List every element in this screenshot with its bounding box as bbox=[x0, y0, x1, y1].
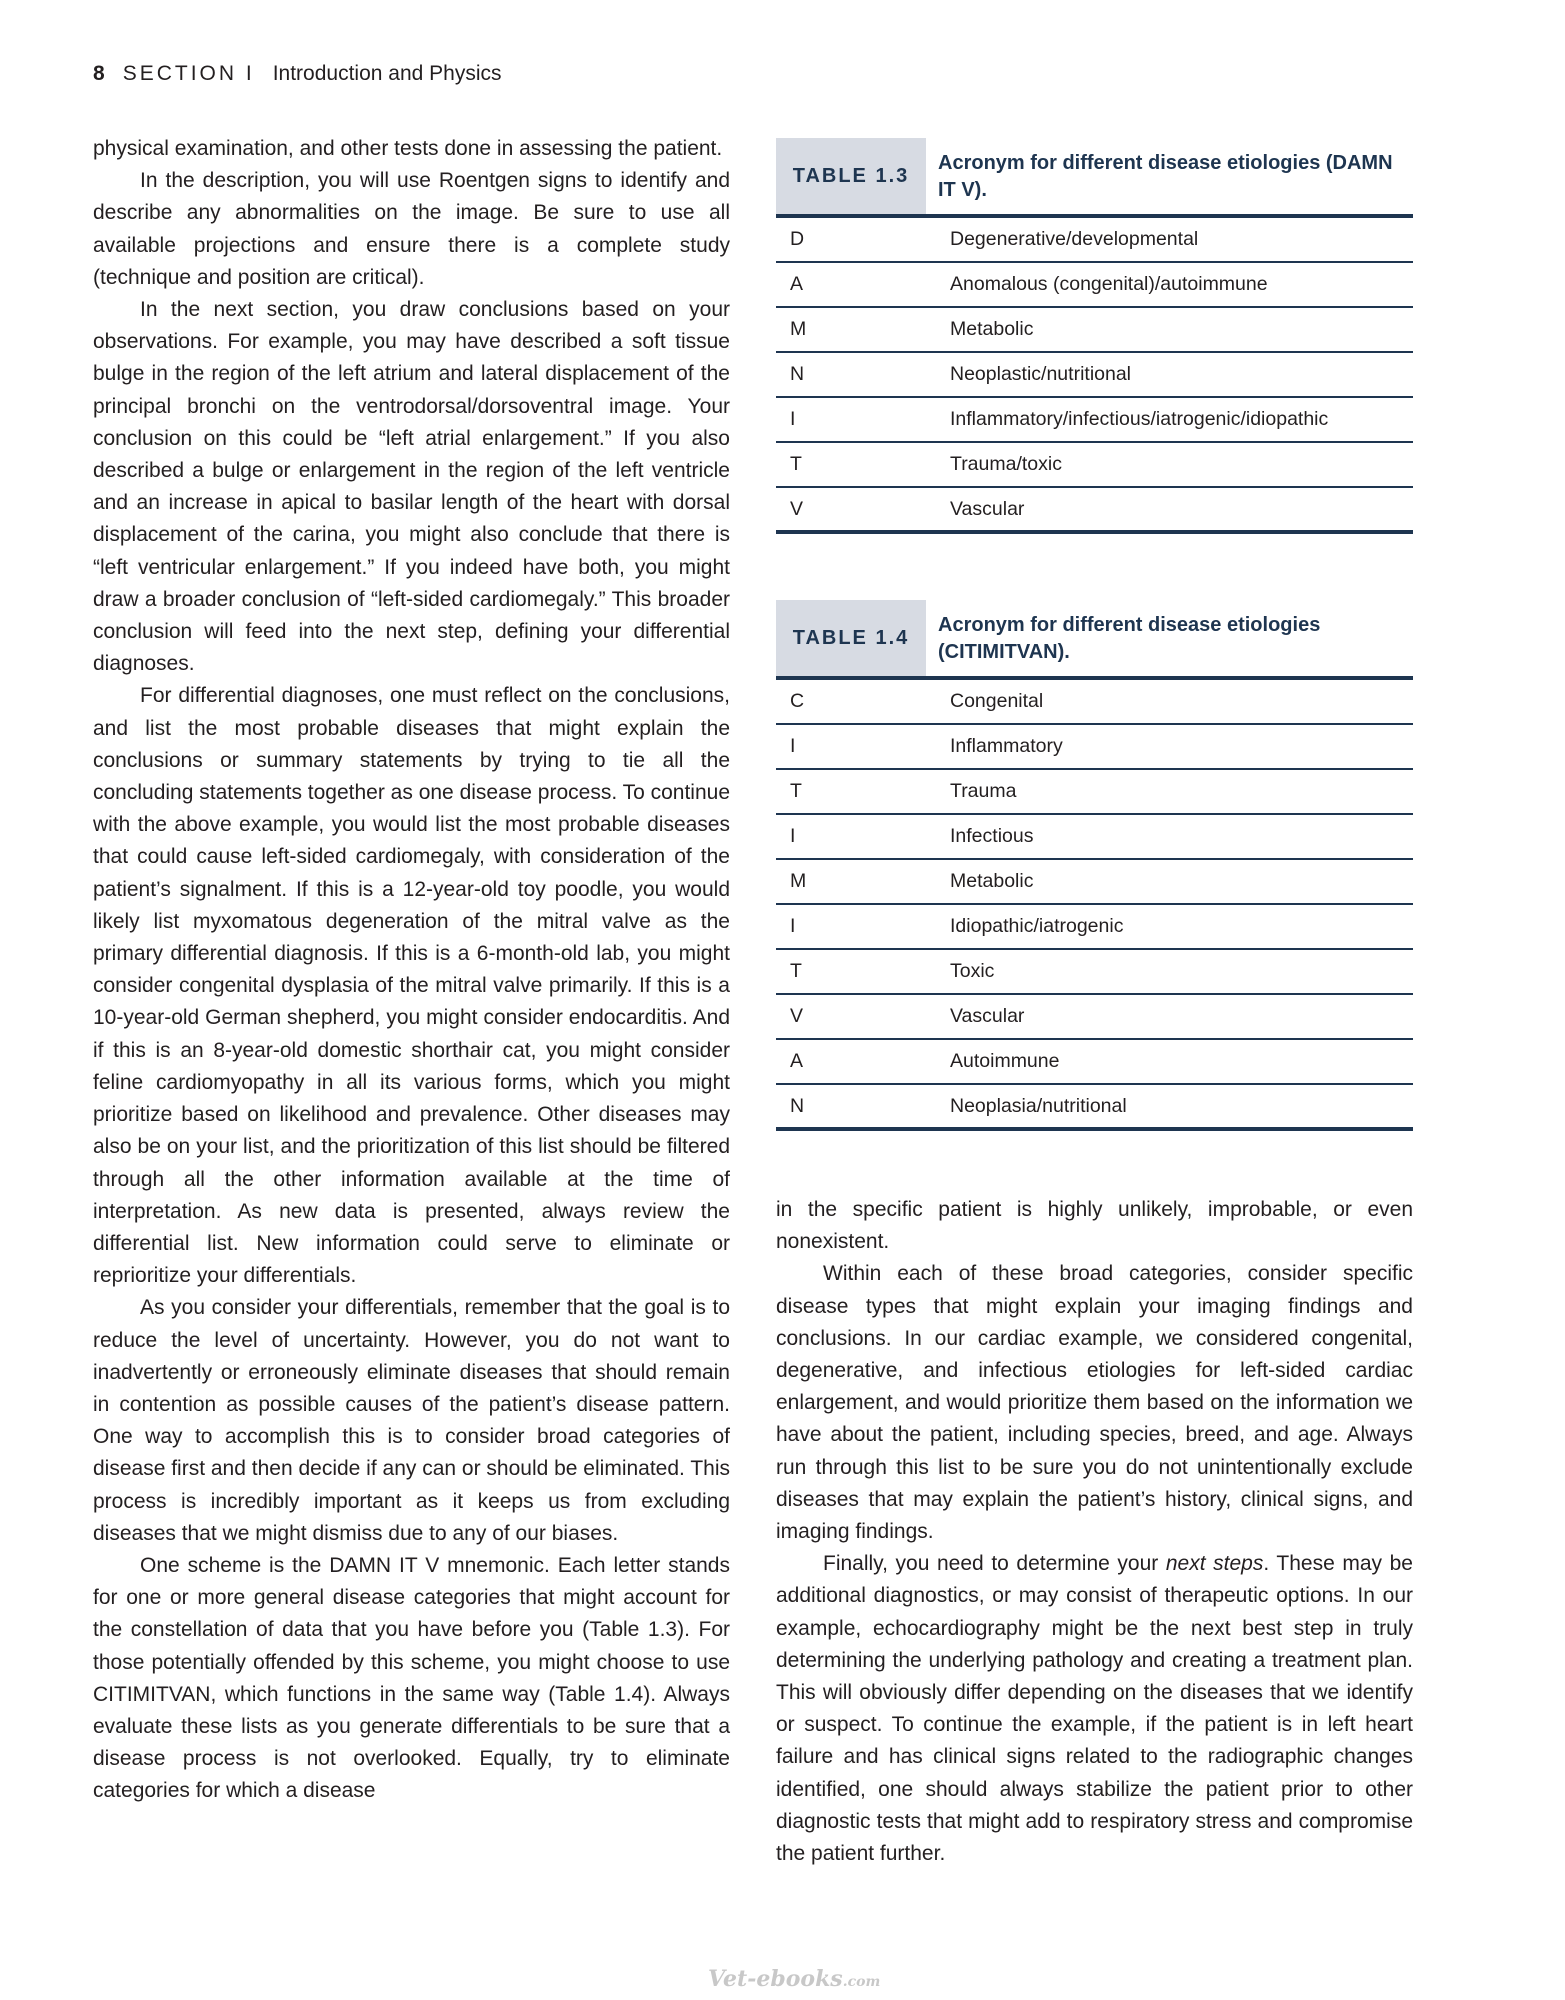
acronym-letter: M bbox=[790, 870, 807, 892]
table-1-3 bbox=[776, 138, 1413, 534]
paragraph: Within each of these broad categories, consider specific disease types that might explain your imaging findings and conclusions. In our cardiac example, we considered congenital, degenerative, and infectious etiologies for left-sided cardiac enlargement, and would prioritize them based on the information we have about the patient, including species, breed, and age. Always run through this list to be sure you do not unintentionally exclude diseases that may explain the patient’s history, clinical signs, and imaging findings. bbox=[776, 1262, 1413, 1544]
acronym-letter: I bbox=[790, 825, 796, 847]
table-row bbox=[776, 725, 1413, 770]
table-row bbox=[776, 353, 1413, 398]
table-header bbox=[776, 600, 1413, 680]
table-row bbox=[776, 995, 1413, 1040]
left-text-column bbox=[93, 133, 730, 1808]
etiology: Vascular bbox=[950, 1005, 1025, 1027]
table-row bbox=[776, 488, 1413, 534]
etiology: Congenital bbox=[950, 690, 1044, 712]
right-text-column bbox=[776, 1194, 1413, 1870]
page-number: 8 bbox=[93, 62, 105, 85]
table-1-4 bbox=[776, 600, 1413, 1131]
paragraph: For differential diagnoses, one must reflect on the conclusions, and list the most probable diseases that might explain the conclusions or summary statements by trying to tie all the concluding statements together as one disease process. To continue with the above example, you would list the most probable diseases that could cause left-sided cardiomegaly, with consideration of the patient’s signalment. If this is a 12-year-old toy poodle, you would likely list myxomatous degeneration of the mitral valve as the primary differential diagnosis. If this is a 6-month-old lab, you might consider congenital dysplasia of the mitral valve primarily. If this is a 10-year-old German shepherd, you might consider endocarditis. And if this is an 8-year-old domestic shorthair cat, you might consider feline cardiomyopathy in all its various forms, which you might prioritize based on likelihood and prevalence. Other diseases may also be on your list, and the prioritization of this list should be filtered through all the other information available at the time of interpretation. As new data is presented, always review the differential list. New information could serve to eliminate or reprioritize your differentials. bbox=[93, 684, 731, 1288]
acronym-letter: V bbox=[790, 1005, 804, 1027]
acronym-letter: A bbox=[790, 1050, 804, 1072]
text-run: Finally, you need to determine your bbox=[823, 1552, 1166, 1576]
acronym-letter: D bbox=[790, 228, 805, 250]
paragraph: As you consider your differentials, remember that the goal is to reduce the level of uncertainty. However, you do not want to inadvertently or erroneously eliminate diseases that should remain in contention as possible causes of the patient’s disease pattern. One way to accomplish this is to consider broad categories of disease first and then decide if any can or should be eliminated. This process is incredibly important as it keeps us from excluding diseases that we might dismiss due to any of our biases. bbox=[93, 1296, 730, 1545]
table-row bbox=[776, 815, 1413, 860]
paragraph: In the next section, you draw conclusions based on your observations. For example, you may have described a soft tissue bulge in the region of the left atrium and lateral displacement of the principal bronchi on the ventrodorsal/dorsoventral image. Your conclusion on this could be “left atrial enlargement.” If you also described a bulge or enlargement in the region of the left ventricle and an increase in apical to basilar length of the heart with dorsal displacement of the carina, you might also conclude that there is “left ventricular enlargement.” If you indeed have both, you might draw a broader conclusion of “left-sided cardiomegaly.” This broader conclusion will feed into the next step, defining your differential diagnoses. bbox=[93, 298, 730, 676]
acronym-letter: C bbox=[790, 690, 805, 712]
table-row bbox=[776, 680, 1413, 725]
etiology: Neoplasia/nutritional bbox=[950, 1094, 1127, 1117]
etiology: Vascular bbox=[950, 497, 1025, 520]
acronym-letter: I bbox=[790, 915, 796, 937]
etiology: Toxic bbox=[950, 960, 995, 982]
table-row bbox=[776, 1085, 1413, 1131]
table-row bbox=[776, 950, 1413, 995]
acronym-letter: I bbox=[790, 735, 796, 757]
etiology: Neoplastic/nutritional bbox=[950, 363, 1132, 385]
acronym-letter: T bbox=[790, 780, 802, 802]
etiology: Inflammatory/infectious/iatrogenic/idiopathic bbox=[950, 408, 1329, 430]
emphasis-next-steps: next steps bbox=[1165, 1552, 1264, 1576]
table-title: Acronym for different disease etiologies (DAMN IT V). bbox=[938, 152, 1393, 201]
etiology: Trauma bbox=[950, 780, 1017, 802]
watermark-brand: Vet-ebooks bbox=[708, 1966, 843, 1992]
table-row bbox=[776, 905, 1413, 950]
watermark-tld: .com bbox=[842, 1974, 881, 1990]
table-row bbox=[776, 770, 1413, 815]
acronym-letter: N bbox=[790, 363, 805, 385]
etiology: Metabolic bbox=[950, 870, 1034, 892]
paragraph: in the specific patient is highly unlikely, improbable, or even nonexistent. bbox=[776, 1198, 1413, 1254]
table-row bbox=[776, 263, 1413, 308]
etiology: Idiopathic/iatrogenic bbox=[950, 915, 1124, 937]
etiology: Autoimmune bbox=[950, 1050, 1060, 1072]
table-row bbox=[776, 398, 1413, 443]
paragraph bbox=[776, 1548, 1413, 1870]
etiology: Metabolic bbox=[950, 318, 1034, 340]
chapter-title: Introduction and Physics bbox=[272, 62, 502, 85]
table-row bbox=[776, 308, 1413, 353]
table-header bbox=[776, 138, 1413, 218]
acronym-letter: M bbox=[790, 318, 807, 340]
etiology: Anomalous (congenital)/autoimmune bbox=[950, 273, 1268, 295]
paragraph: physical examination, and other tests done in assessing the patient. bbox=[93, 137, 723, 160]
table-row bbox=[776, 443, 1413, 488]
table-label: TABLE 1.4 bbox=[776, 600, 926, 676]
acronym-letter: A bbox=[790, 273, 804, 295]
paragraph: In the description, you will use Roentgen signs to identify and describe any abnormalities on the image. Be sure to use all available projections and ensure there is a complete study (technique and position are critical). bbox=[93, 169, 730, 289]
table-row bbox=[776, 1040, 1413, 1085]
acronym-letter: T bbox=[790, 960, 802, 982]
acronym-letter: I bbox=[790, 408, 796, 430]
acronym-letter: T bbox=[790, 453, 802, 475]
etiology: Degenerative/developmental bbox=[950, 228, 1199, 250]
text-run: . These may be additional diagnostics, or may consist of therapeutic options. In our example, echocardiography might be the next best step in truly determining the underlying pathology and creating a treatment plan. This will obviously differ depending on the diseases that we identify or suspect. To continue the example, if the patient is in left heart failure and has clinical signs related to the radiographic changes identified, one should always stabilize the patient prior to other diagnostic tests that might add to respiratory stress and compromise the patient further. bbox=[776, 1552, 1413, 1866]
watermark-logo bbox=[708, 1966, 880, 1992]
etiology: Infectious bbox=[950, 825, 1034, 847]
table-title: Acronym for different disease etiologies (CITIMITVAN). bbox=[938, 614, 1321, 663]
paragraph: One scheme is the DAMN IT V mnemonic. Each letter stands for one or more general disease categories that might account for the constellation of data that you have before you (Table 1.3). For those potentially offended by this scheme, you might choose to use CITIMITVAN, which functions in the same way (Table 1.4). Always evaluate these lists as you generate differentials to be sure that a disease process is not overlooked. Equally, try to eliminate categories for which a disease bbox=[93, 1553, 730, 1803]
running-header bbox=[93, 62, 502, 86]
section-label: SECTION I bbox=[122, 62, 255, 85]
etiology: Trauma/toxic bbox=[950, 453, 1062, 475]
table-row bbox=[776, 218, 1413, 263]
table-label: TABLE 1.3 bbox=[776, 138, 926, 214]
table-row bbox=[776, 860, 1413, 905]
acronym-letter: N bbox=[790, 1094, 805, 1117]
etiology: Inflammatory bbox=[950, 735, 1063, 757]
acronym-letter: V bbox=[790, 497, 804, 520]
